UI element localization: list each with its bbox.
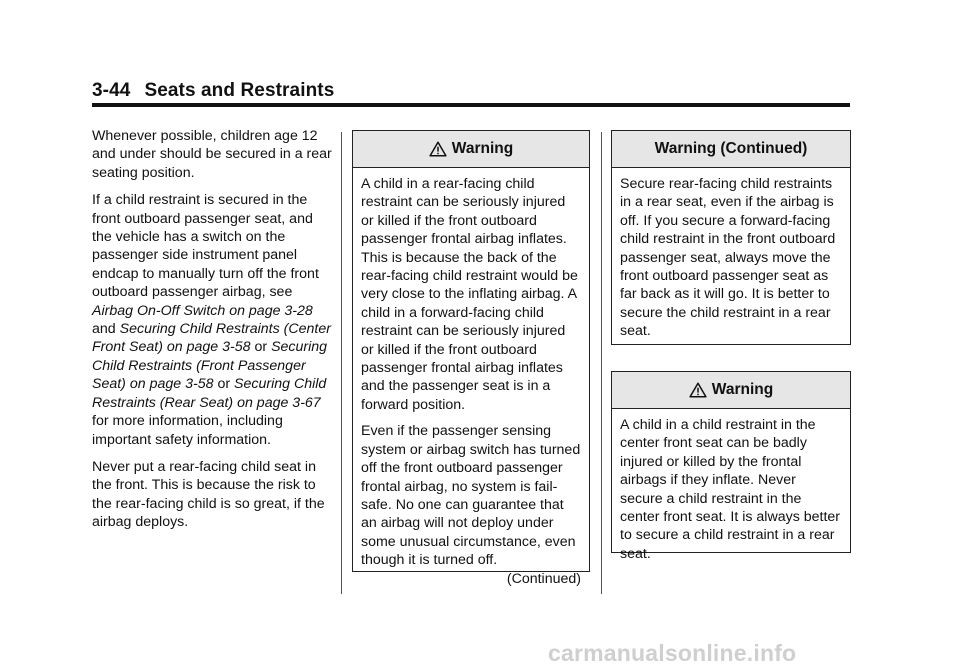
warning-box-rear-facing bbox=[352, 130, 590, 587]
warning-box-center-front bbox=[611, 371, 851, 562]
warning-continued-paragraph: Secure rear-facing child restraints in a rear seat, even if the airbag is off. If you secure a forward-facing child restraint in the front outboard passenger seat, always move the front outboard passenger seat as far back as it will go. It is better to secure the child restraint in a rear seat. bbox=[620, 176, 836, 340]
page-number: 3-44 bbox=[92, 80, 131, 101]
paragraph-front-seat-switch: If a child restraint is secured in the front outboard passenger seat, and the vehicle has a switch on the passenger side instrument panel endcap to manually turn off the front outboard passenger airbag, see Airbag On-Off Switch on page 3-28 and Securing Child Restraints (Center Front Seat) on page 3-58 or Securing Child Restraints (Front Passenger Seat) on page 3-58 or Securing Child Restraints (Rear Seat) on page 3-67 for more information, including important safety information. bbox=[92, 192, 331, 448]
column-divider-right bbox=[601, 132, 602, 594]
ref-rear-seat: Securing Child Restraints (Rear Seat) on page 3-67 bbox=[92, 376, 327, 411]
warning-triangle-icon bbox=[429, 141, 447, 157]
warning-paragraph-2: Even if the passenger sensing system or airbag switch has turned off the front outboard passenger frontal airbag, no system is fail-safe. No one can guarantee that an airbag will not deploy under some unusual circumstance, even though it is turned off. bbox=[361, 423, 581, 569]
watermark: carmanualsonline.info bbox=[548, 640, 797, 666]
warning-title: Warning bbox=[451, 140, 514, 157]
warning-title-2: Warning bbox=[711, 381, 774, 398]
header-rule bbox=[92, 103, 850, 107]
warning-center-front-paragraph: A child in a child restraint in the center front seat can be badly injured or killed by the frontal airbags if they inflate. Never secure a child restraint in the center front seat. It is always better to secure a child restraint in a rear seat. bbox=[620, 417, 841, 562]
body-column-1 bbox=[92, 127, 332, 541]
ref-airbag-switch: Airbag On-Off Switch on page 3-28 bbox=[92, 302, 313, 319]
ref-center-front-seat: Securing Child Restraints (Center Front Seat) on page 3-58 bbox=[92, 321, 331, 356]
warning-header-2 bbox=[612, 372, 850, 409]
warning-header bbox=[353, 131, 589, 168]
warning-triangle-icon bbox=[689, 382, 707, 398]
paragraph-never-rear-facing: Never put a rear-facing child seat in the front. This is because the risk to the rear-facing child is so great, if the airbag deploys. bbox=[92, 458, 325, 531]
warning-title-continued: Warning (Continued) bbox=[654, 140, 808, 157]
continued-label: (Continued) bbox=[506, 570, 581, 587]
warning-box-continued bbox=[611, 130, 851, 345]
column-divider-left bbox=[341, 132, 342, 594]
warning-body-2 bbox=[612, 409, 850, 577]
ref-front-passenger-seat: Securing Child Restraints (Front Passenger Seat) on page 3-58 bbox=[92, 339, 328, 393]
page-header bbox=[92, 80, 334, 102]
warning-body bbox=[353, 168, 589, 594]
warning-body-continued bbox=[612, 168, 850, 355]
warning-paragraph-1: A child in a rear-facing child restraint can be seriously injured or killed if the front outboard passenger frontal airbag inflates. This is because the back of the rear-facing child restraint would be very close to the inflating airbag. A child in a forward-facing child restraint can be seriously injured or killed if the front outboard passenger frontal airbag inflates and the passenger seat is in a forward position. bbox=[361, 176, 578, 413]
section-title: Seats and Restraints bbox=[144, 80, 335, 101]
warning-header-continued bbox=[612, 131, 850, 168]
paragraph-children-age: Whenever possible, children age 12 and under should be secured in a rear seating position. bbox=[92, 128, 332, 181]
